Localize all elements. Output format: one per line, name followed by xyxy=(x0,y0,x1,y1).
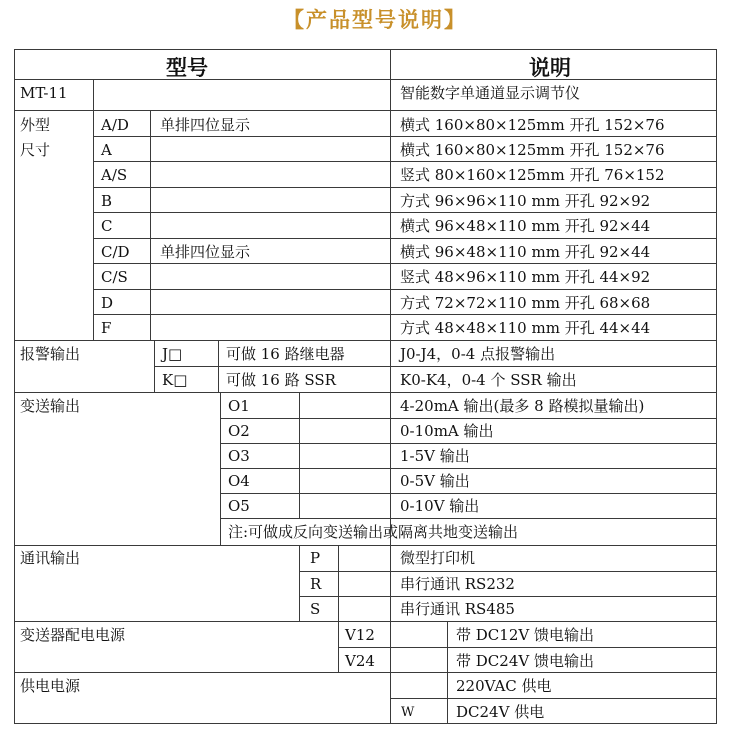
row-divider xyxy=(93,161,717,162)
row-divider xyxy=(154,366,717,367)
model-code: MT-11 xyxy=(20,84,68,102)
size-note: 单排四位显示 xyxy=(160,116,251,134)
row-divider xyxy=(93,212,717,213)
transmit-desc: 1-5V 输出 xyxy=(400,447,470,465)
size-desc: 竖式 80×160×125mm 开孔 76×152 xyxy=(400,166,665,184)
size-code: D xyxy=(101,294,114,312)
transmit-desc: 0-5V 输出 xyxy=(400,472,470,490)
row-divider xyxy=(93,238,717,239)
transmitter-power-desc: 带 DC12V 馈电输出 xyxy=(456,626,594,644)
transmitter-power-desc: 带 DC24V 馈电输出 xyxy=(456,652,594,670)
size-desc: 方式 96×96×110 mm 开孔 92×92 xyxy=(400,192,651,210)
size-label: 尺寸 xyxy=(20,141,51,159)
table-border-bottom xyxy=(14,723,717,724)
alarm-label: 报警输出 xyxy=(20,345,81,363)
row-divider xyxy=(390,698,717,699)
column-divider xyxy=(338,545,339,621)
transmit-label: 变送输出 xyxy=(20,397,81,415)
size-code: F xyxy=(101,319,112,337)
row-divider xyxy=(93,187,717,188)
column-divider xyxy=(447,621,448,723)
row-divider xyxy=(14,340,717,341)
size-desc: 横式 96×48×110 mm 开孔 92×44 xyxy=(400,243,651,261)
comm-desc: 串行通讯 RS485 xyxy=(400,600,515,618)
row-divider xyxy=(93,289,717,290)
alarm-code: J□ xyxy=(162,345,183,363)
size-code: A/S xyxy=(101,166,128,184)
comm-label: 通讯输出 xyxy=(20,549,81,567)
table-border-right xyxy=(716,49,717,724)
model-desc: 智能数字单通道显示调节仪 xyxy=(400,84,581,102)
transmit-code: O1 xyxy=(228,397,250,415)
row-divider xyxy=(220,443,717,444)
row-divider xyxy=(338,647,717,648)
size-code: B xyxy=(101,192,113,210)
power-label: 供电电源 xyxy=(20,677,81,695)
column-divider xyxy=(338,621,339,672)
size-desc: 方式 72×72×110 mm 开孔 68×68 xyxy=(400,294,651,312)
column-divider xyxy=(93,79,94,340)
row-divider xyxy=(299,571,717,572)
row-divider xyxy=(14,79,717,80)
transmit-desc: 0-10mA 输出 xyxy=(400,422,494,440)
transmitter-power-code: V12 xyxy=(345,626,375,644)
size-code: C/S xyxy=(101,268,128,286)
size-code: C/D xyxy=(101,243,130,261)
row-divider xyxy=(220,518,717,519)
size-desc: 方式 48×48×110 mm 开孔 44×44 xyxy=(400,319,651,337)
size-code: C xyxy=(101,217,113,235)
column-divider xyxy=(220,392,221,545)
transmit-code: O5 xyxy=(228,497,250,515)
column-divider xyxy=(299,392,300,518)
size-code: A xyxy=(101,141,112,159)
column-divider xyxy=(150,110,151,340)
column-divider xyxy=(154,340,155,392)
alarm-note: 可做 16 路 SSR xyxy=(226,371,336,389)
transmit-code: O3 xyxy=(228,447,250,465)
alarm-note: 可做 16 路继电器 xyxy=(226,345,345,363)
size-desc: 横式 160×80×125mm 开孔 152×76 xyxy=(400,116,665,134)
alarm-desc: J0-J4，0-4 点报警输出 xyxy=(400,345,556,363)
size-desc: 竖式 48×96×110 mm 开孔 44×92 xyxy=(400,268,651,286)
page-title: 【产品型号说明】 xyxy=(283,8,467,32)
alarm-desc: K0-K4，0-4 个 SSR 输出 xyxy=(400,371,577,389)
column-divider xyxy=(390,49,391,724)
power-desc: 220VAC 供电 xyxy=(456,677,552,695)
power-desc: DC24V 供电 xyxy=(456,703,545,721)
size-note: 单排四位显示 xyxy=(160,243,251,261)
table-border-top xyxy=(14,49,717,50)
transmitter-power-code: V24 xyxy=(345,652,375,670)
comm-desc: 串行通讯 RS232 xyxy=(400,575,515,593)
transmitter-power-label: 变送器配电电源 xyxy=(20,626,126,644)
transmit-desc: 4-20mA 输出(最多 8 路模拟量输出) xyxy=(400,397,645,415)
row-divider xyxy=(14,621,717,622)
header-model: 型号 xyxy=(166,56,208,80)
column-divider xyxy=(218,340,219,392)
size-label: 外型 xyxy=(20,116,51,134)
transmit-code: O4 xyxy=(228,472,250,490)
comm-code: S xyxy=(310,600,321,618)
transmit-desc: 0-10V 输出 xyxy=(400,497,480,515)
row-divider xyxy=(220,418,717,419)
transmit-note: 注:可做成反向变送输出或隔离共地变送输出 xyxy=(228,523,519,541)
power-code: W xyxy=(401,705,415,720)
row-divider xyxy=(93,136,717,137)
size-desc: 横式 160×80×125mm 开孔 152×76 xyxy=(400,141,665,159)
column-divider xyxy=(299,545,300,621)
row-divider xyxy=(14,110,717,111)
row-divider xyxy=(93,314,717,315)
row-divider xyxy=(93,263,717,264)
comm-code: P xyxy=(310,549,321,567)
alarm-code: K□ xyxy=(162,371,188,389)
size-desc: 横式 96×48×110 mm 开孔 92×44 xyxy=(400,217,651,235)
comm-desc: 微型打印机 xyxy=(400,549,476,567)
row-divider xyxy=(220,493,717,494)
transmit-code: O2 xyxy=(228,422,250,440)
row-divider xyxy=(14,545,717,546)
row-divider xyxy=(14,392,717,393)
table-border-left xyxy=(14,49,15,724)
row-divider xyxy=(299,596,717,597)
comm-code: R xyxy=(310,575,322,593)
header-desc: 说明 xyxy=(529,56,571,80)
size-code: A/D xyxy=(101,116,129,134)
row-divider xyxy=(220,468,717,469)
row-divider xyxy=(14,672,717,673)
